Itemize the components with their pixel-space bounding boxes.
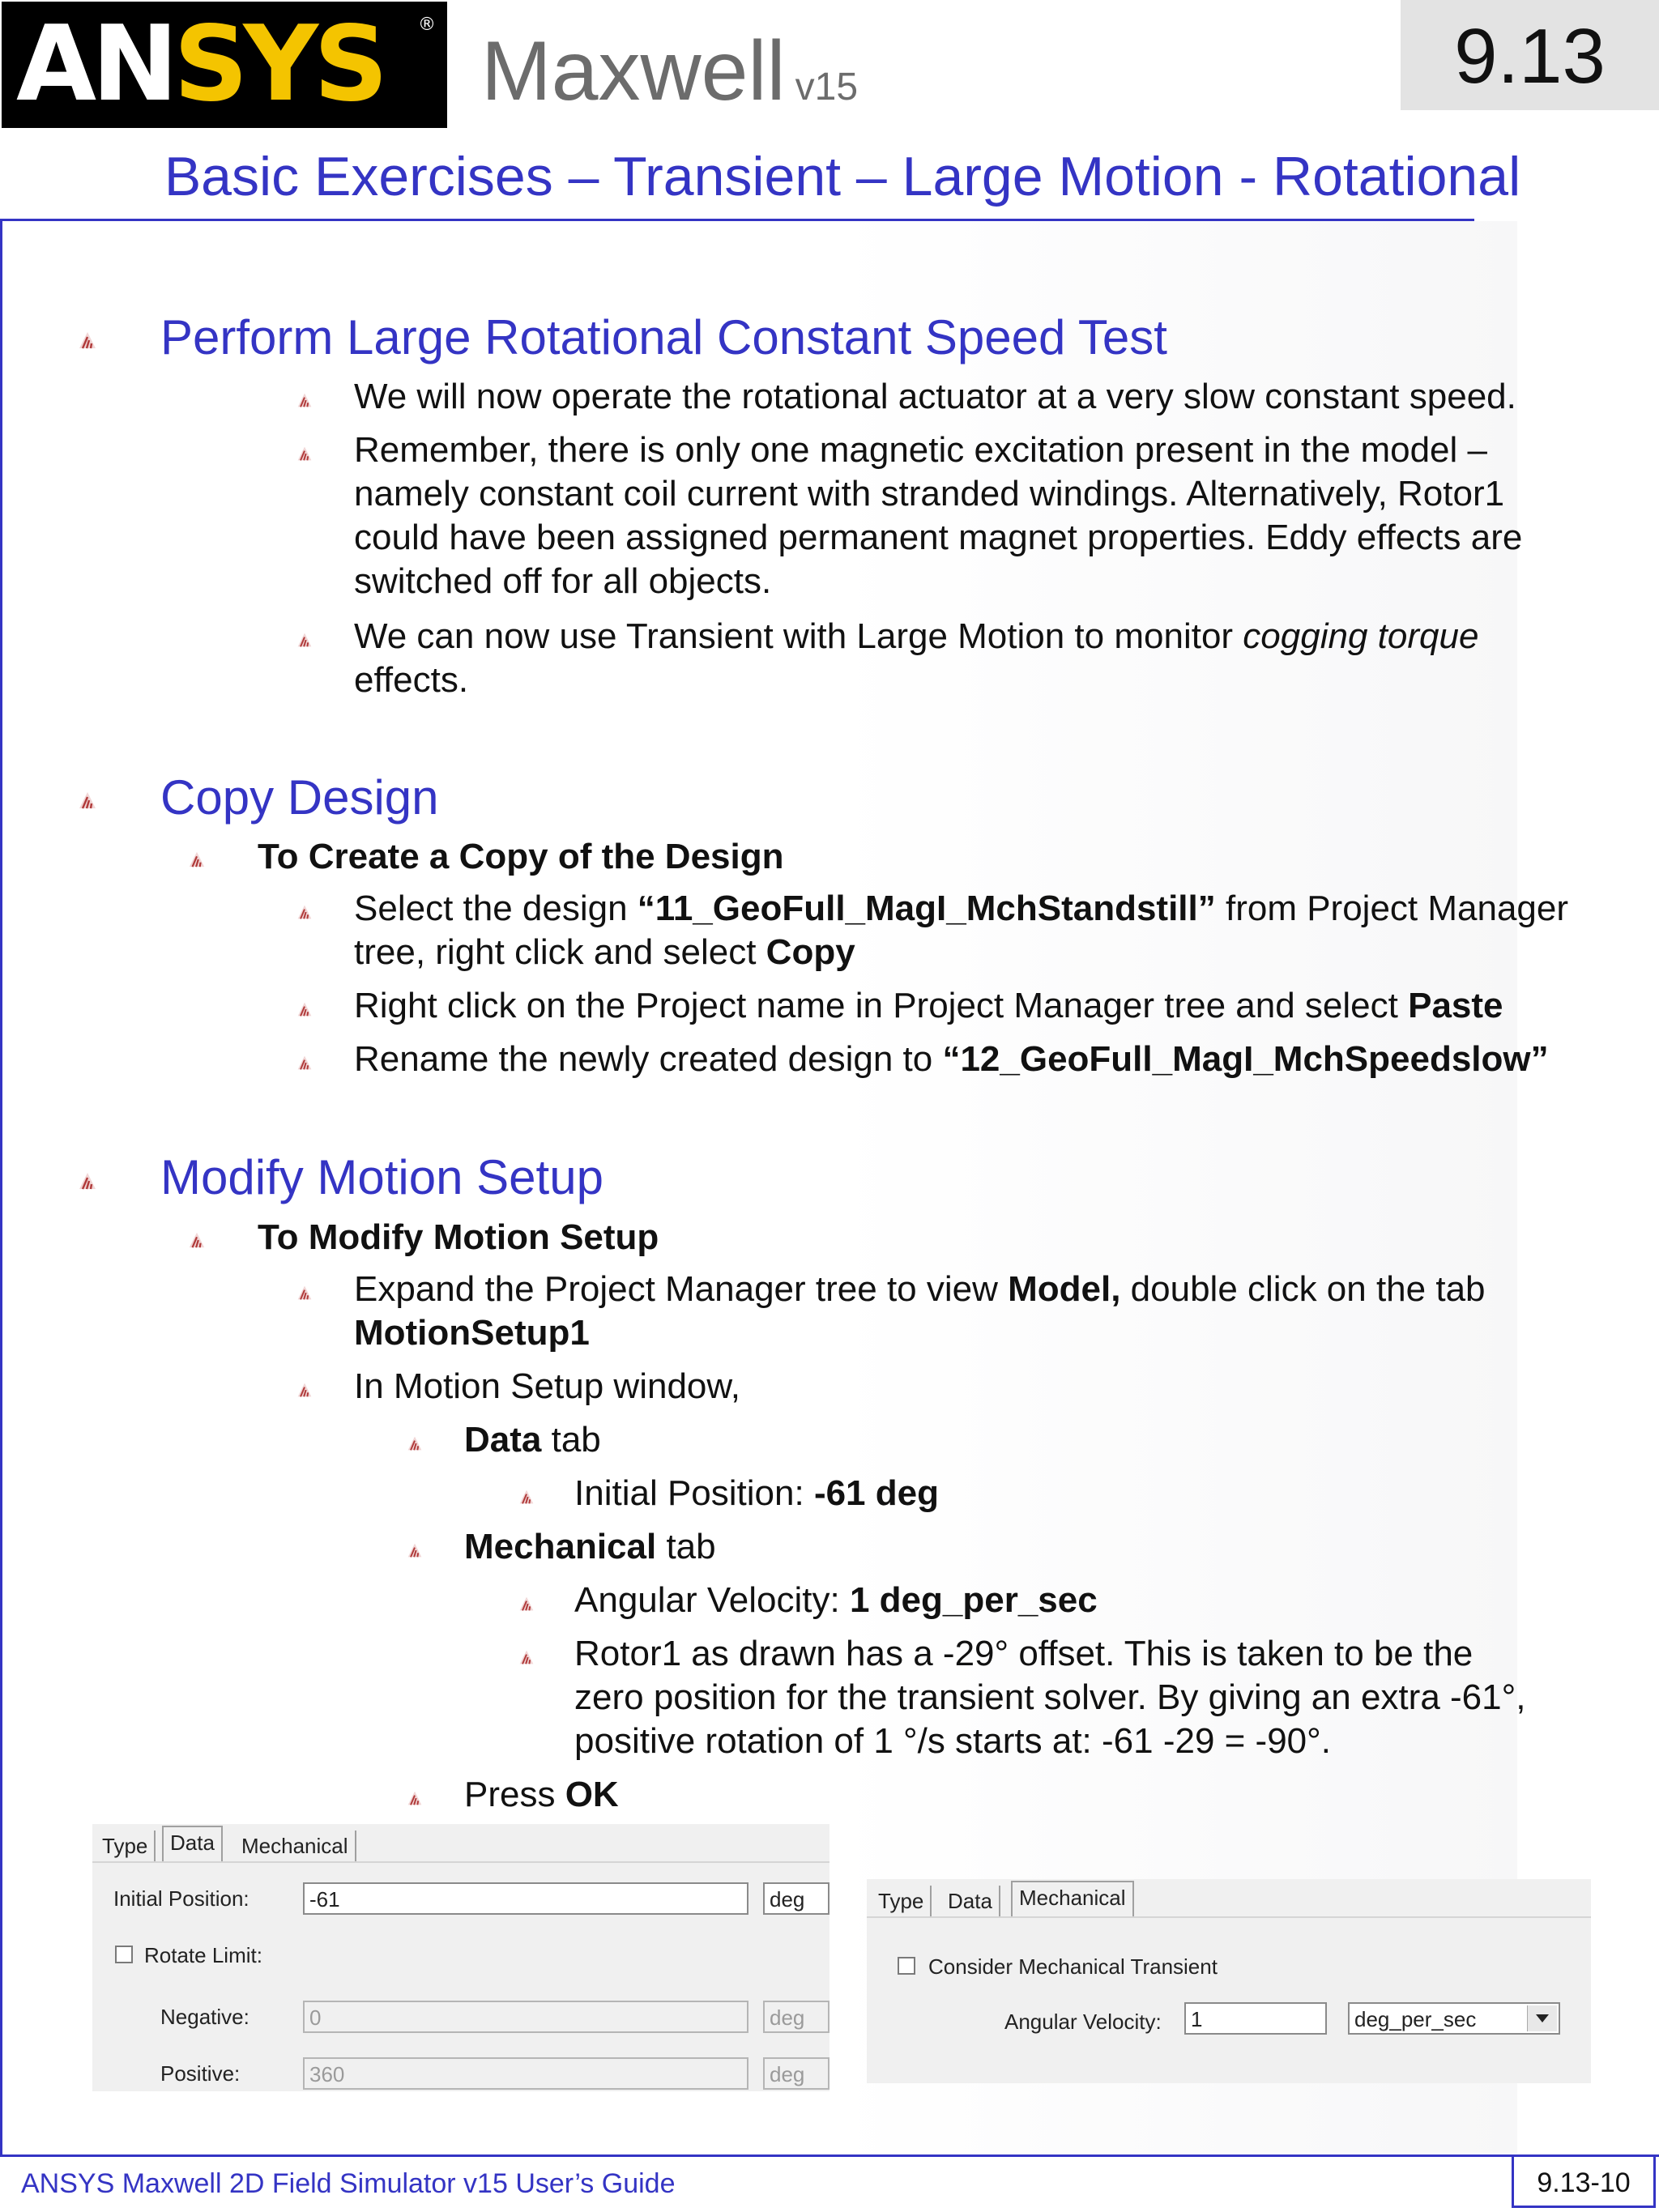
initial-position-label: Initial Position: xyxy=(113,1886,249,1911)
bullet-text: Right click on the Project name in Project Manager tree and select Paste xyxy=(354,986,1503,1025)
page-number: 9.13-10 xyxy=(1537,2167,1631,2198)
bullet-icon xyxy=(296,904,313,920)
motion-setup-data-dialog xyxy=(92,1824,830,2091)
bullet-icon xyxy=(188,1231,206,1249)
bullet-text: Initial Position: -61 deg xyxy=(574,1473,939,1513)
product-name: Maxwell v15 xyxy=(481,24,859,118)
bullet-icon xyxy=(518,1596,535,1612)
tab-bar xyxy=(92,1824,830,1861)
bullet-text: Remember, there is only one magnetic excitation present in the model – namely constant coil current with stranded windings. Alternatively, Rotor1 could have been assigned permanent magnet properties. Eddy effects are switched off for all objects. xyxy=(354,430,1523,601)
bullet-icon xyxy=(296,392,313,408)
tab-data[interactable]: Data xyxy=(941,1886,1000,1916)
page-number-box xyxy=(1512,2154,1656,2208)
rotate-limit-label: Rotate Limit: xyxy=(144,1943,262,1967)
initial-position-input[interactable]: -61 xyxy=(303,1882,748,1915)
section-heading-copy-design: Copy Design xyxy=(160,770,439,825)
initial-position-unit[interactable]: deg xyxy=(763,1882,830,1915)
bullet-icon xyxy=(407,1790,423,1806)
footer-guide-title: ANSYS Maxwell 2D Field Simulator v15 User’s Guide xyxy=(21,2168,676,2199)
bullet-icon xyxy=(78,791,97,810)
chevron-down-icon[interactable] xyxy=(1527,2005,1557,2031)
section-heading-speed-test: Perform Large Rotational Constant Speed Test xyxy=(160,310,1167,364)
title-divider xyxy=(0,219,1474,221)
page-title: Basic Exercises – Transient – Large Motion - Rotational xyxy=(164,146,1521,207)
bullet-icon xyxy=(407,1542,423,1558)
section-heading-motion-setup: Modify Motion Setup xyxy=(160,1150,603,1204)
bullet-text: We can now use Transient with Large Motion to monitor cogging torque effects. xyxy=(354,616,1479,700)
consider-mechanical-transient-checkbox[interactable] xyxy=(898,1957,915,1975)
ansys-logo: ANSYS ® xyxy=(2,2,447,128)
tab-type[interactable]: Type xyxy=(96,1831,156,1861)
bullet-icon xyxy=(296,632,313,648)
tab-bar xyxy=(867,1879,1591,1916)
bullet-text: In Motion Setup window, xyxy=(354,1366,740,1406)
subheading-create-copy: To Create a Copy of the Design xyxy=(258,837,784,876)
angular-velocity-label: Angular Velocity: xyxy=(1004,2010,1162,2034)
bullet-text: Mechanical tab xyxy=(464,1527,716,1566)
positive-input[interactable]: 360 xyxy=(303,2057,748,2090)
negative-unit[interactable]: deg xyxy=(763,2001,830,2033)
negative-label: Negative: xyxy=(160,2005,249,2029)
positive-unit[interactable]: deg xyxy=(763,2057,830,2090)
bullet-text: Rename the newly created design to “12_GeoFull_MagI_MchSpeedslow” xyxy=(354,1039,1549,1079)
bullet-text: Rotor1 as drawn has a -29° offset. This is taken to be the zero position for the transient solver. By giving an extra -61°, positive rotation of 1 °/s starts at: -61 -29 = -90°. xyxy=(574,1634,1526,1761)
negative-input[interactable]: 0 xyxy=(303,2001,748,2033)
bullet-text: Data tab xyxy=(464,1420,601,1460)
bullet-text: Press OK xyxy=(464,1775,619,1814)
tab-mechanical[interactable]: Mechanical xyxy=(1011,1881,1134,1918)
left-border xyxy=(0,219,2,2154)
bullet-icon xyxy=(188,850,206,868)
bullet-icon xyxy=(518,1649,535,1665)
bullet-text: Angular Velocity: 1 deg_per_sec xyxy=(574,1580,1098,1620)
tab-mechanical[interactable]: Mechanical xyxy=(235,1831,356,1861)
rotate-limit-checkbox[interactable] xyxy=(115,1946,133,1963)
consider-mechanical-transient-label: Consider Mechanical Transient xyxy=(928,1954,1218,1979)
bullet-icon xyxy=(296,1382,313,1398)
bullet-text: Select the design “11_GeoFull_MagI_MchStandstill” from Project Manager tree, right click and select Copy xyxy=(354,889,1569,972)
motion-setup-mechanical-dialog xyxy=(867,1879,1591,2083)
bullet-text: Expand the Project Manager tree to view Model, double click on the tab MotionSetup1 xyxy=(354,1269,1486,1353)
footer-divider xyxy=(0,2154,1659,2157)
positive-label: Positive: xyxy=(160,2061,241,2086)
chapter-number-box xyxy=(1401,0,1659,110)
bullet-icon xyxy=(296,445,313,462)
product-version: v15 xyxy=(795,66,859,109)
tab-type[interactable]: Type xyxy=(872,1886,932,1916)
chapter-number: 9.13 xyxy=(1454,13,1606,100)
bullet-icon xyxy=(78,1171,97,1191)
bullet-icon xyxy=(78,330,97,350)
angular-velocity-unit-select[interactable]: deg_per_sec xyxy=(1348,2002,1560,2035)
bullet-icon xyxy=(296,1285,313,1301)
logo-wordmark: ANSYS xyxy=(16,4,384,125)
subheading-modify-motion: To Modify Motion Setup xyxy=(258,1217,659,1257)
bullet-icon xyxy=(296,1001,313,1017)
bullet-icon xyxy=(296,1055,313,1071)
bullet-text: We will now operate the rotational actuator at a very slow constant speed. xyxy=(354,377,1516,416)
angular-velocity-input[interactable]: 1 xyxy=(1184,2002,1327,2035)
tab-data[interactable]: Data xyxy=(162,1826,223,1863)
bullet-icon xyxy=(518,1489,535,1505)
bullet-icon xyxy=(407,1435,423,1451)
